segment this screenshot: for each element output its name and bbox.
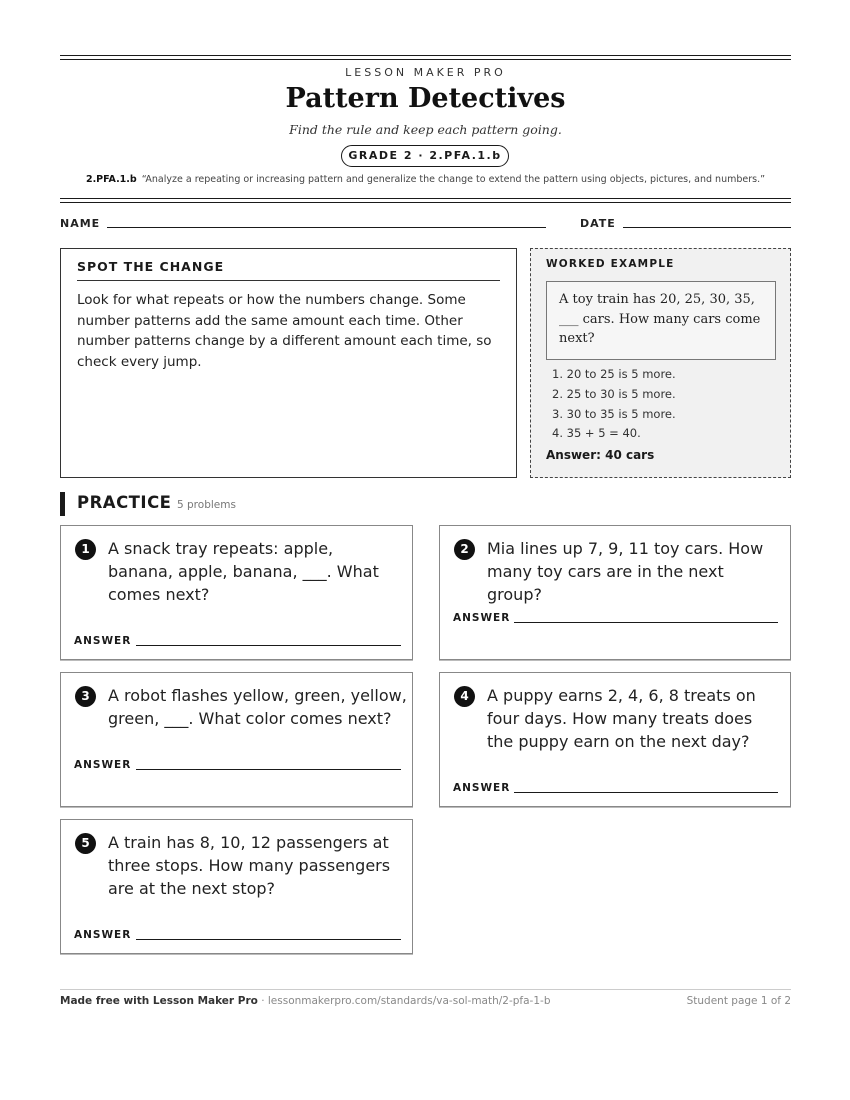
practice-title: PRACTICE: [77, 493, 172, 512]
problem-text: Mia lines up 7, 9, 11 toy cars. How many toy cars are in the next group?: [487, 539, 764, 604]
standard-line: [60, 174, 791, 185]
name-field[interactable]: [107, 227, 546, 228]
header-bottom-rule: [60, 198, 791, 203]
problem-number-badge: 3: [75, 686, 96, 707]
standard-text: “Analyze a repeating or increasing pattern and generalize the change to extend the pattern using objects, pictures, and numbers.”: [141, 174, 766, 185]
worked-step: 1. 20 to 25 is 5 more.: [552, 367, 676, 381]
problem-number-badge: 2: [454, 539, 475, 560]
problem-number-badge: 1: [75, 539, 96, 560]
problem-card-4: [439, 672, 791, 807]
answer-label: ANSWER: [74, 759, 132, 771]
worked-step: 3. 30 to 35 is 5 more.: [552, 406, 676, 421]
worked-problem: A toy train has 20, 25, 30, 35, ___ cars. How many cars come next?: [546, 281, 776, 360]
answer-line[interactable]: [514, 622, 778, 623]
practice-accent-bar: [60, 492, 65, 516]
spot-the-change-box: [60, 248, 517, 478]
worked-step: 4. 35 + 5 = 40.: [552, 426, 641, 441]
answer-line[interactable]: [136, 645, 401, 646]
worked-heading: WORKED EXAMPLE: [546, 258, 675, 270]
answer-line[interactable]: [514, 792, 778, 793]
answer-line[interactable]: [136, 939, 401, 940]
answer-label: ANSWER: [453, 782, 511, 794]
problem-text: A snack tray repeats: apple, banana, apple, banana, ___. What comes next?: [108, 539, 379, 604]
standard-code: 2.PFA.1.b: [85, 174, 137, 185]
date-field[interactable]: [623, 227, 791, 228]
spot-heading: SPOT THE CHANGE: [77, 259, 500, 281]
problem-number-badge: 5: [75, 833, 96, 854]
footer-rule: [60, 989, 791, 990]
worked-steps: [552, 365, 676, 444]
top-rule: [60, 55, 791, 60]
problem-text: A puppy earns 2, 4, 6, 8 treats on four days. How many treats does the puppy earn on the next day?: [487, 686, 756, 751]
problem-card-5: [60, 819, 413, 954]
problem-text: A robot flashes yellow, green, yellow, green, ___. What color comes next?: [108, 686, 407, 728]
problem-card-3: [60, 672, 413, 807]
answer-line[interactable]: [136, 769, 401, 770]
problem-card-1: [60, 525, 413, 660]
answer-label: ANSWER: [453, 612, 511, 624]
answer-label: ANSWER: [74, 929, 132, 941]
practice-count: 5 problems: [177, 499, 236, 511]
worked-step: 2. 25 to 30 is 5 more.: [552, 386, 676, 401]
problem-number-badge: 4: [454, 686, 475, 707]
page-subtitle: Find the rule and keep each pattern going.: [289, 122, 562, 137]
name-label: NAME: [60, 217, 101, 230]
problem-card-2: [439, 525, 791, 660]
footer-page-number: Student page 1 of 2: [686, 995, 791, 1007]
date-label: DATE: [580, 217, 616, 230]
footer-made-with: Made free with Lesson Maker Pro: [60, 995, 258, 1007]
page-title: Pattern Detectives: [285, 83, 566, 114]
footer-credit: [60, 995, 551, 1007]
grade-badge: GRADE 2 · 2.PFA.1.b: [341, 145, 509, 167]
brand-name: LESSON MAKER PRO: [345, 66, 506, 79]
worked-example-box: [530, 248, 791, 478]
problem-text: A train has 8, 10, 12 passengers at three stops. How many passengers are at the next stop?: [108, 833, 391, 898]
answer-label: ANSWER: [74, 635, 132, 647]
spot-body: Look for what repeats or how the numbers change. Some number patterns add the same amount each time. Other number patterns change by a different amount each time, so check every jump.: [77, 292, 492, 370]
worked-answer: Answer: 40 cars: [546, 448, 655, 462]
footer-url[interactable]: · lessonmakerpro.com/standards/va-sol-math/2-pfa-1-b: [257, 995, 551, 1007]
